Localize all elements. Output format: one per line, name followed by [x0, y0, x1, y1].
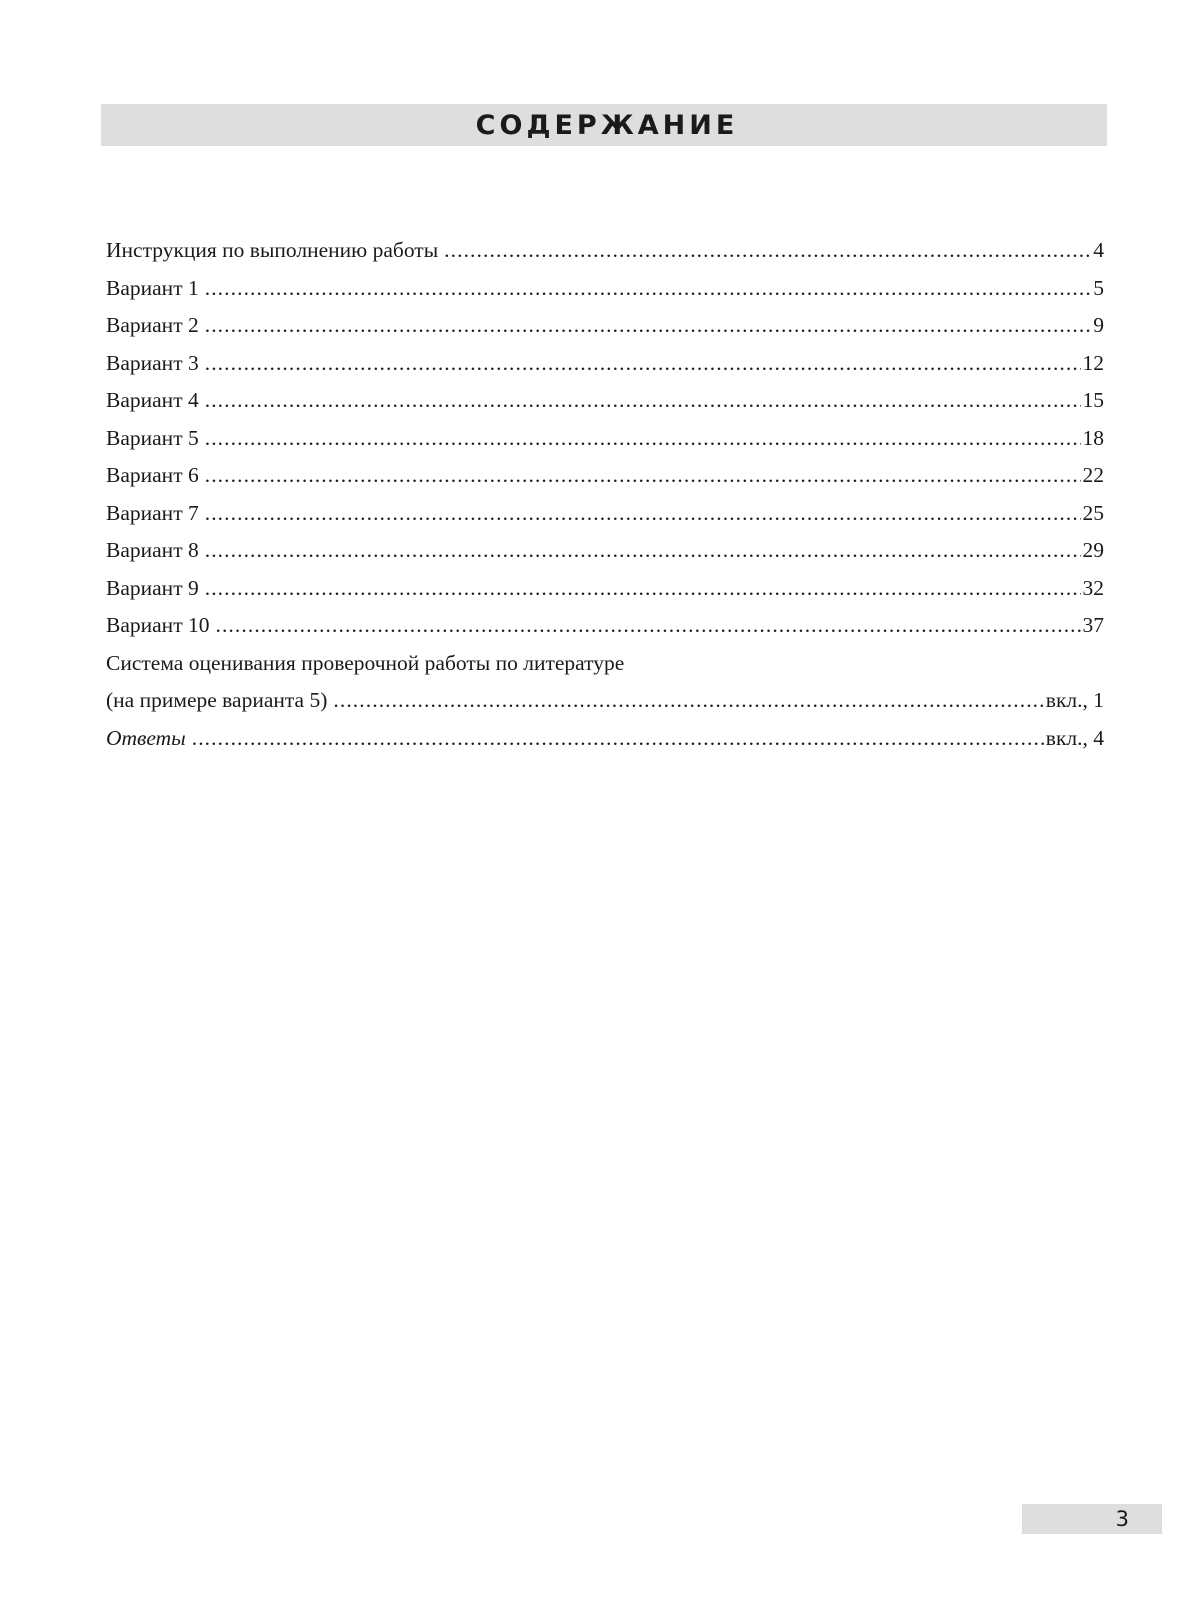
toc-entry-label-line1: Система оценивания проверочной работы по литературе: [106, 650, 625, 675]
toc-entry-page: вкл., 1: [1045, 688, 1104, 712]
toc-entry-instructions[interactable]: [106, 232, 1104, 270]
dot-leader: [205, 457, 1081, 495]
toc-entry-label: Вариант 3: [106, 350, 199, 375]
dot-leader: [192, 720, 1044, 758]
toc-entry-label-line2: (на примере варианта 5): [106, 688, 328, 712]
toc-entry-page: 37: [1082, 613, 1104, 637]
toc-entry-label: Вариант 6: [106, 463, 199, 487]
toc-entry-page: вкл., 4: [1045, 725, 1104, 750]
toc-entry-variant-1[interactable]: [106, 270, 1104, 308]
page-title: СОДЕРЖАНИЕ: [475, 109, 739, 141]
dot-leader: [205, 532, 1081, 570]
toc-entry-page: 22: [1082, 463, 1104, 487]
toc-entry-label: Вариант 9: [106, 575, 199, 600]
toc-entry-label: Вариант 7: [106, 500, 199, 525]
toc-entry-label: Вариант 4: [106, 388, 199, 412]
dot-leader: [205, 382, 1081, 420]
toc-entry-page: 32: [1082, 575, 1104, 600]
page-number: 3: [1115, 1507, 1129, 1531]
toc-entry-page: 12: [1082, 350, 1104, 375]
toc-entry-label: Вариант 10: [106, 613, 210, 637]
toc-entry-page: 4: [1093, 238, 1104, 262]
toc-entry-label: Ответы: [106, 725, 186, 750]
toc-entry-label: Инструкция по выполнению работы: [106, 238, 439, 262]
heading-bar: [101, 104, 1107, 146]
toc-entry-variant-10[interactable]: [106, 607, 1104, 645]
toc-entry-label: Вариант 2: [106, 313, 199, 337]
toc-entry-page: 25: [1082, 500, 1104, 525]
dot-leader: [205, 570, 1081, 608]
toc-entry-label: Вариант 5: [106, 425, 199, 450]
toc-entry-variant-2[interactable]: [106, 307, 1104, 345]
dot-leader: [205, 345, 1081, 383]
toc-entry-variant-7[interactable]: [106, 495, 1104, 533]
dot-leader: [205, 495, 1081, 533]
toc-entry-variant-4[interactable]: [106, 382, 1104, 420]
page-number-bar: [1022, 1504, 1162, 1534]
toc-entry-label: Вариант 8: [106, 538, 199, 562]
toc-entry-variant-8[interactable]: [106, 532, 1104, 570]
dot-leader: [205, 307, 1092, 345]
toc-entry-grading-system[interactable]: [106, 645, 1104, 720]
dot-leader: [205, 420, 1081, 458]
dot-leader: [205, 270, 1092, 308]
dot-leader: [215, 607, 1080, 645]
toc-entry-page: 18: [1082, 425, 1104, 450]
toc-entry-page: 15: [1082, 388, 1104, 412]
toc-entry-variant-9[interactable]: [106, 570, 1104, 608]
table-of-contents: [106, 232, 1104, 757]
toc-entry-variant-5[interactable]: [106, 420, 1104, 458]
toc-entry-variant-6[interactable]: [106, 457, 1104, 495]
toc-entry-page: 29: [1082, 538, 1104, 562]
toc-entry-variant-3[interactable]: [106, 345, 1104, 383]
toc-entry-page: 9: [1093, 313, 1104, 337]
toc-entry-answers[interactable]: [106, 720, 1104, 758]
toc-entry-page: 5: [1093, 275, 1104, 300]
toc-entry-label: Вариант 1: [106, 275, 199, 300]
dot-leader: [444, 232, 1091, 270]
dot-leader: [333, 682, 1043, 720]
